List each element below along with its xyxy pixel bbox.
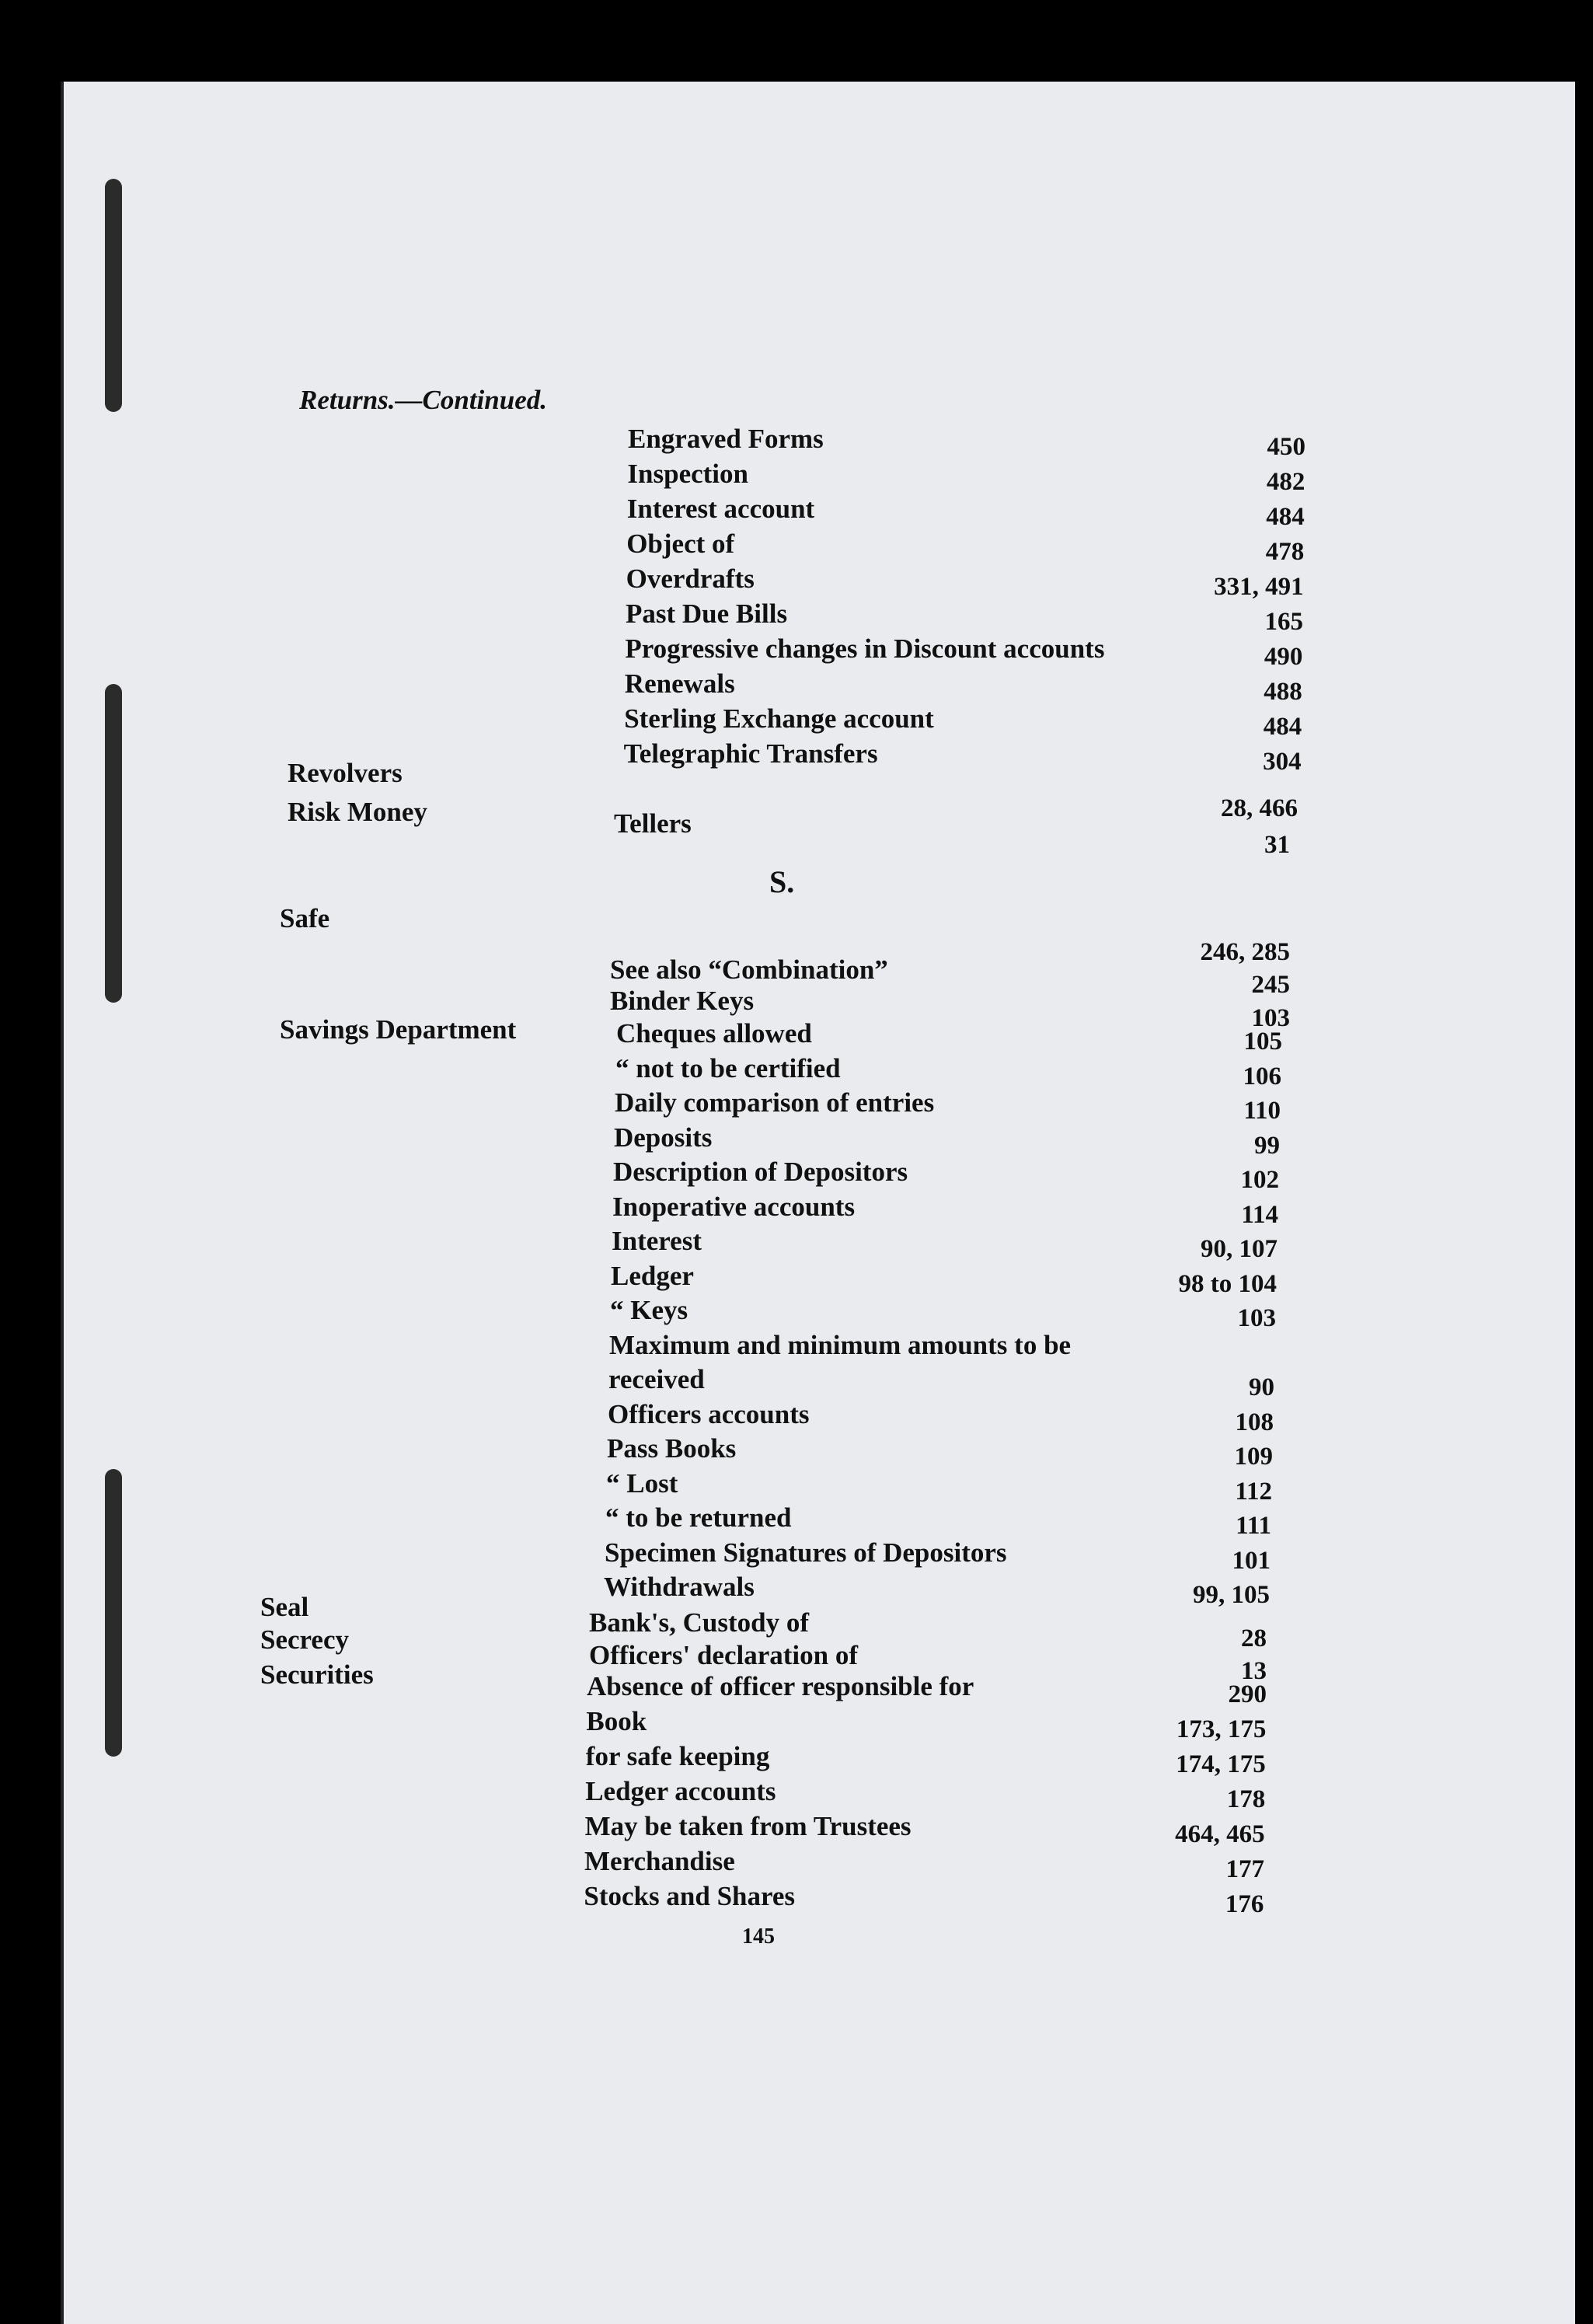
binding-stitch bbox=[105, 179, 122, 412]
page-ref: 246, 285 bbox=[1200, 938, 1290, 966]
page-ref: 99, 105 bbox=[1193, 1581, 1270, 1609]
page-ref: 111 bbox=[1236, 1512, 1271, 1540]
section-heading: Returns.—Continued. bbox=[299, 385, 547, 415]
page-ref: 488 bbox=[1264, 678, 1302, 706]
page-ref: 464, 465 bbox=[1175, 1820, 1265, 1848]
page-ref: 165 bbox=[1264, 608, 1303, 636]
index-subterm: Sterling Exchange account bbox=[624, 703, 934, 734]
page-ref: 90, 107 bbox=[1201, 1235, 1278, 1263]
page-ref: 176 bbox=[1225, 1890, 1264, 1918]
index-term-secrecy: Secrecy bbox=[260, 1624, 350, 1655]
page-ref: 103 bbox=[1251, 1004, 1290, 1032]
page-ref: 101 bbox=[1232, 1546, 1271, 1575]
page-ref: 245 bbox=[1251, 971, 1290, 999]
index-subterm: See also “Combination” bbox=[610, 954, 888, 985]
index-subterm: Telegraphic Transfers bbox=[623, 738, 878, 769]
index-subterm: Merchandise bbox=[584, 1846, 735, 1876]
binding-stitch bbox=[105, 1469, 122, 1757]
index-subterm: “ to be returned bbox=[605, 1502, 792, 1533]
page-ref: 99 bbox=[1254, 1131, 1280, 1160]
index-subterm: Tellers bbox=[614, 808, 692, 839]
page-ref: 31 bbox=[1264, 831, 1290, 859]
index-term-safe: Safe bbox=[280, 903, 330, 933]
index-subterm: Binder Keys bbox=[610, 986, 755, 1016]
index-term-seal: Seal bbox=[260, 1592, 309, 1622]
page-ref: 304 bbox=[1263, 748, 1302, 776]
index-term-securities: Securities bbox=[260, 1659, 374, 1690]
page-ref: 105 bbox=[1243, 1028, 1282, 1056]
index-subterm: Renewals bbox=[624, 668, 735, 699]
index-subterm: Officers' declaration of bbox=[589, 1640, 859, 1670]
letter-heading: S. bbox=[769, 864, 795, 899]
page-ref: 102 bbox=[1240, 1166, 1279, 1194]
page-ref: 108 bbox=[1235, 1408, 1274, 1436]
page-ref: 28, 466 bbox=[1221, 794, 1298, 822]
index-subterm: “ Keys bbox=[610, 1295, 688, 1325]
index-subterm: “ Lost bbox=[606, 1467, 678, 1499]
index-subterm: Book bbox=[586, 1706, 647, 1736]
index-subterm: May be taken from Trustees bbox=[584, 1811, 912, 1841]
index-subterm: Officers accounts bbox=[608, 1398, 810, 1429]
index-subterm: for safe keeping bbox=[585, 1741, 770, 1771]
page-ref: 331, 491 bbox=[1214, 573, 1304, 601]
index-subterm: Inoperative accounts bbox=[612, 1191, 856, 1222]
index-subterm: “ not to be certified bbox=[615, 1052, 841, 1083]
page-ref: 28 bbox=[1241, 1624, 1267, 1652]
page-ref: 290 bbox=[1228, 1680, 1267, 1708]
index-subterm: Maximum and minimum amounts to be bbox=[609, 1329, 1072, 1360]
index-subterm: Engraved Forms bbox=[628, 424, 824, 454]
index-subterm: Daily comparison of entries bbox=[615, 1087, 935, 1118]
page-binding bbox=[0, 0, 62, 2324]
index-subterm: Withdrawals bbox=[604, 1572, 755, 1602]
index-subterm: Specimen Signatures of Depositors bbox=[605, 1537, 1007, 1568]
index-subterm: Description of Depositors bbox=[613, 1157, 908, 1187]
page-ref: 106 bbox=[1243, 1062, 1281, 1090]
index-subterm: Progressive changes in Discount accounts bbox=[625, 633, 1105, 664]
index-term-risk-money: Risk Money bbox=[288, 797, 427, 827]
page-ref: 174, 175 bbox=[1176, 1750, 1266, 1778]
page-ref: 173, 175 bbox=[1176, 1715, 1267, 1743]
page-ref: 114 bbox=[1241, 1200, 1278, 1229]
page-ref: 110 bbox=[1243, 1097, 1281, 1125]
index-subterm: Inspection bbox=[627, 459, 748, 489]
index-subterm: Overdrafts bbox=[626, 564, 755, 594]
page-ref: 450 bbox=[1267, 433, 1305, 461]
page-ref: 482 bbox=[1266, 468, 1305, 496]
page-ref: 484 bbox=[1263, 713, 1302, 741]
page-ref: 103 bbox=[1237, 1304, 1276, 1332]
index-subterm: Pass Books bbox=[607, 1433, 737, 1464]
page-ref: 13 bbox=[1241, 1657, 1267, 1685]
page-ref: 112 bbox=[1235, 1477, 1272, 1506]
index-subterm: Past Due Bills bbox=[626, 598, 788, 629]
index-subterm: Bank's, Custody of bbox=[589, 1607, 810, 1638]
binding-stitch bbox=[105, 684, 122, 1003]
page-ref: 177 bbox=[1225, 1855, 1264, 1883]
index-subterm: Absence of officer responsible for bbox=[587, 1671, 974, 1701]
page-ref: 90 bbox=[1249, 1373, 1274, 1401]
index-subterm: Interest bbox=[612, 1226, 702, 1256]
index-subterm: Interest account bbox=[626, 494, 815, 524]
page-ref: 98 to 104 bbox=[1178, 1269, 1277, 1298]
index-term-savings: Savings Department bbox=[280, 1014, 517, 1045]
index-subterm: Ledger bbox=[611, 1260, 694, 1291]
page-ref: 178 bbox=[1226, 1785, 1266, 1813]
index-subterm: Ledger accounts bbox=[585, 1776, 776, 1806]
index-subterm: Stocks and Shares bbox=[584, 1881, 796, 1911]
index-subterm: Deposits bbox=[614, 1122, 713, 1153]
index-subterm: Cheques allowed bbox=[616, 1018, 812, 1049]
page-ref: 490 bbox=[1264, 643, 1303, 671]
page-ref: 109 bbox=[1234, 1443, 1273, 1471]
index-subterm: received bbox=[608, 1364, 705, 1394]
index-term-revolvers: Revolvers bbox=[288, 758, 403, 788]
page-ref: 484 bbox=[1266, 503, 1305, 531]
index-subterm: Object of bbox=[626, 529, 735, 559]
page-number: 145 bbox=[742, 1924, 775, 1949]
page-ref: 478 bbox=[1265, 538, 1305, 566]
